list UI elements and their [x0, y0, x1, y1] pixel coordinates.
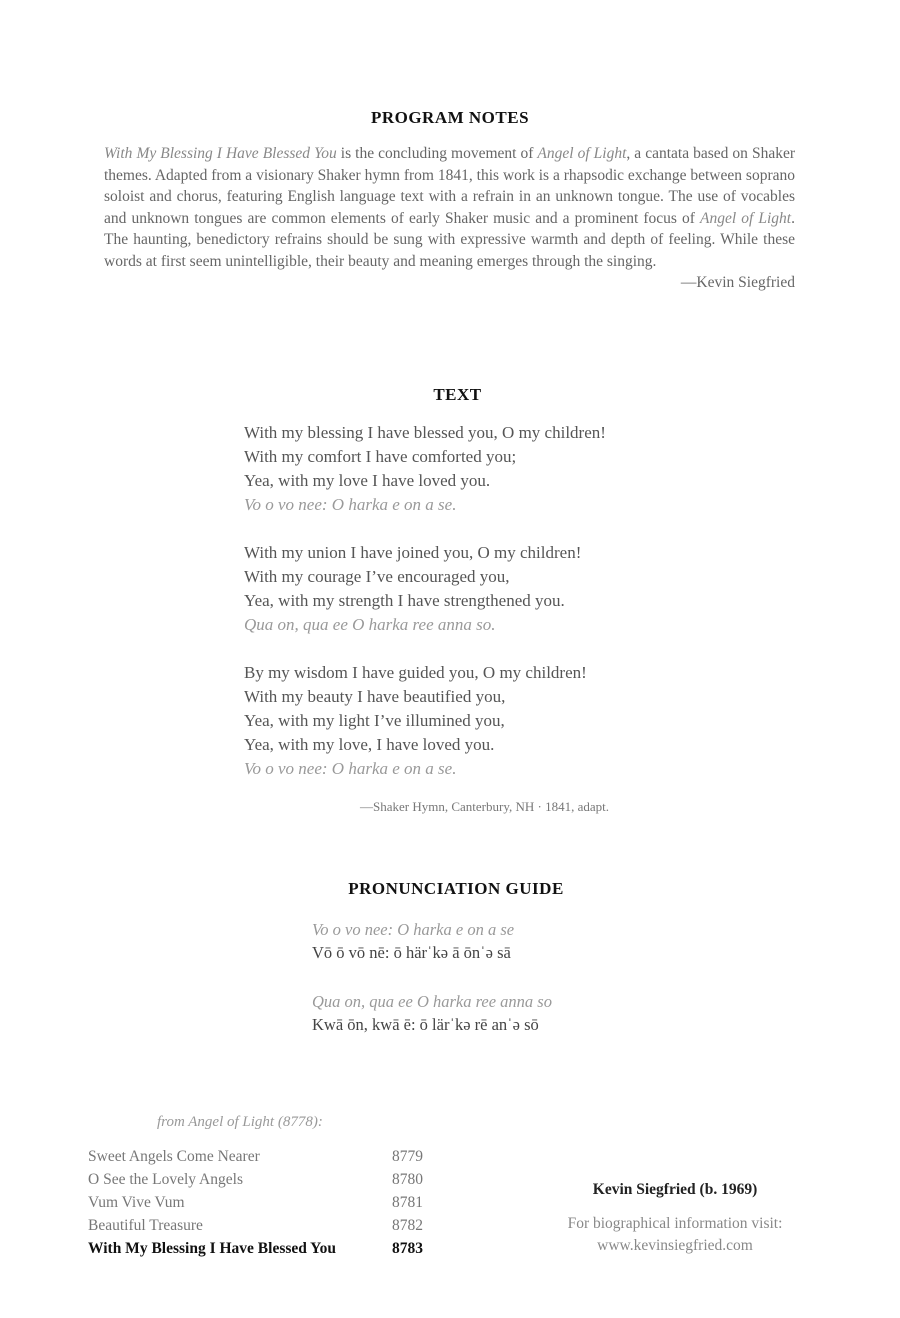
composer-info	[540, 1181, 810, 1257]
work-title: Sweet Angels Come Nearer	[88, 1148, 260, 1165]
refrain-line: Vo o vo nee: O harka e on a se.	[244, 495, 457, 514]
list-item	[88, 1214, 423, 1237]
stanza	[244, 421, 724, 517]
cantata-title: Angel of Light	[537, 145, 627, 162]
work-title: Vum Vive Vum	[88, 1194, 185, 1211]
pronunciation-phonetic: Kwā ōn, kwā ē: ō lärˈkə rē anˈə sō	[312, 1015, 539, 1034]
composer-bio	[540, 1213, 810, 1257]
pronunciation-original: Qua on, qua ee O harka ree anna so	[312, 992, 552, 1011]
notes-credit: —Kevin Siegfried	[680, 274, 795, 291]
pronunciation-pair	[312, 990, 712, 1036]
work-title: O See the Lovely Angels	[88, 1171, 243, 1188]
work-number: 8779	[392, 1148, 423, 1165]
stanza	[244, 661, 724, 781]
verse-line: Yea, with my love I have loved you.	[244, 471, 491, 490]
text-source: —Shaker Hymn, Canterbury, NH · 1841, adapt.	[360, 799, 609, 814]
pronunciation-heading: PRONUNCIATION GUIDE	[348, 879, 564, 898]
list-item	[88, 1168, 423, 1191]
verse-line: Yea, with my light I’ve illumined you,	[244, 711, 505, 730]
verse-line: Yea, with my strength I have strengthened you.	[244, 591, 565, 610]
work-number: 8780	[392, 1171, 423, 1188]
verse-line: By my wisdom I have guided you, O my children!	[244, 663, 587, 682]
notes-text: is the concluding movement of	[336, 145, 538, 162]
work-title: With My Blessing I Have Blessed You	[88, 1240, 337, 1257]
stanza	[244, 541, 724, 637]
list-item	[88, 1191, 423, 1214]
series-works-list	[88, 1145, 423, 1260]
verse-line: With my beauty I have beautified you,	[244, 687, 506, 706]
work-number: 8782	[392, 1217, 423, 1234]
work-title: Beautiful Treasure	[88, 1217, 203, 1234]
notes-text: , a cantata based on Shaker themes. Adapted from a visionary Shaker hymn from 1841, this work is a rhapsodic exchange between soprano soloist and chorus, featuring English language text with a refrain in an unknown tongue. The use of vocables and unknown tongues are common elements of early Shaker music and a prominent focus of	[104, 145, 795, 227]
hymn-text	[244, 421, 724, 819]
verse-line: With my union I have joined you, O my children!	[244, 543, 582, 562]
work-title: With My Blessing I Have Blessed You	[104, 145, 337, 162]
text-heading: TEXT	[433, 385, 482, 404]
refrain-line: Vo o vo nee: O harka e on a se.	[244, 759, 457, 778]
verse-line: With my courage I’ve encouraged you,	[244, 567, 510, 586]
series-title: from Angel of Light (8778):	[157, 1114, 323, 1130]
website-link[interactable]: www.kevinsiegfried.com	[597, 1237, 753, 1254]
program-notes-heading: PROGRAM NOTES	[370, 108, 530, 127]
list-item-current	[88, 1237, 423, 1260]
bio-label: For biographical information visit:	[567, 1215, 783, 1232]
composer-name: Kevin Siegfried (b. 1969)	[592, 1181, 758, 1198]
program-notes-paragraph	[104, 143, 795, 294]
verse-line: Yea, with my love, I have loved you.	[244, 735, 495, 754]
pronunciation-pair	[312, 918, 712, 964]
refrain-line: Qua on, qua ee O harka ree anna so.	[244, 615, 496, 634]
verse-line: With my blessing I have blessed you, O my children!	[244, 423, 606, 442]
cantata-title: Angel of Light	[700, 209, 792, 227]
notes-text: . The haunting, benedictory refrains should be sung with expressive warmth and depth of feeling. While these words at first seem unintelligible, their beauty and meaning emerges through the singing.	[104, 209, 795, 270]
work-number: 8781	[392, 1194, 423, 1211]
work-number: 8783	[392, 1240, 423, 1257]
pronunciation-phonetic: Vō ō vō nē: ō härˈkə ā ōnˈə sā	[312, 943, 511, 962]
verse-line: With my comfort I have comforted you;	[244, 447, 517, 466]
pronunciation-original: Vo o vo nee: O harka e on a se	[312, 920, 515, 939]
list-item	[88, 1145, 423, 1168]
